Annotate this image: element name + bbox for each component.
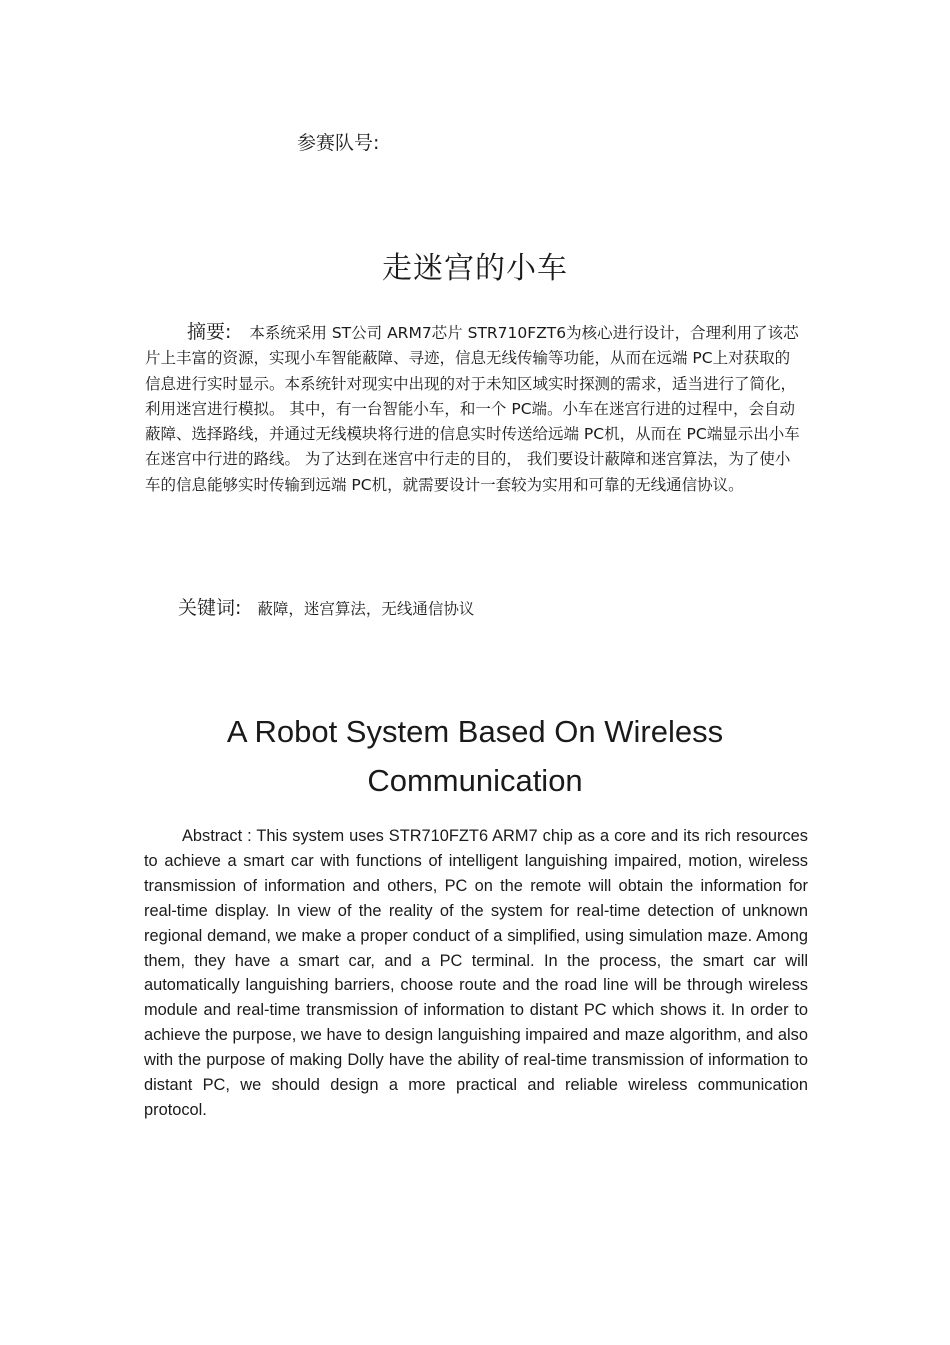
chinese-keywords bbox=[178, 593, 474, 620]
chinese-abstract-label: 摘要: bbox=[187, 321, 232, 343]
english-abstract-label: Abstract : bbox=[182, 827, 252, 845]
english-title bbox=[170, 707, 780, 805]
chinese-abstract-text: 本系统采用 ST公司 ARM7芯片 STR710FZT6为核心进行设计，合理利用了该芯片上丰富的资源，实现小车智能蔽障、寻迹，信息无线传输等功能，从而在远端 PC上对获取的信息进行实时显示。本系统针对现实中出现的对于未知区域实时探测的需求，适当进行了简化，利用迷宫进行模拟。 其中，有一台智能小车，和一个 PC端。小车在迷宫行进的过程中，会自动蔽障、选择路线，并通过无线模块将行进的信息实时传送给远端 PC机，从而在 PC端显示出小车在迷宫中行进的路线。 为了达到在迷宫中行走的目的， 我们要设计蔽障和迷宫算法，为了使小车的信息能够实时传输到远端 PC机，就需要设计一套较为实用和可靠的无线通信协议。 bbox=[145, 324, 800, 494]
english-abstract bbox=[144, 824, 808, 1123]
english-title-line-2: Communication bbox=[367, 763, 583, 798]
english-abstract-text: This system uses STR710FZT6 ARM7 chip as a core and its rich resources to achieve a smart car with functions of intelligent languishing impaired, motion, wireless transmission of information and others, PC on the remote will obtain the information for real-time display. In view of the reality of the system for real-time detection of unknown regional demand, we make a proper conduct of a simplified, using simulation maze. Among them, they have a smart car, and a PC terminal. In the process, the smart car will automatically languishing barriers, choose route and the road line will be through wireless module and real-time transmission of information to distant PC which shows it. In order to achieve the purpose, we have to design languishing impaired and maze algorithm, and also with the purpose of making Dolly have the ability of real-time transmission of information to distant PC, we should design a more practical and reliable wireless communication protocol. bbox=[144, 827, 808, 1119]
keywords-label: 关键词: bbox=[178, 597, 242, 619]
chinese-abstract bbox=[145, 320, 805, 498]
english-title-line-1: A Robot System Based On Wireless bbox=[226, 714, 724, 749]
team-number-label: 参赛队号: bbox=[297, 132, 380, 154]
chinese-title: 走迷宫的小车 bbox=[382, 251, 568, 286]
keywords-text: 蔽障，迷宫算法，无线通信协议 bbox=[257, 600, 475, 618]
